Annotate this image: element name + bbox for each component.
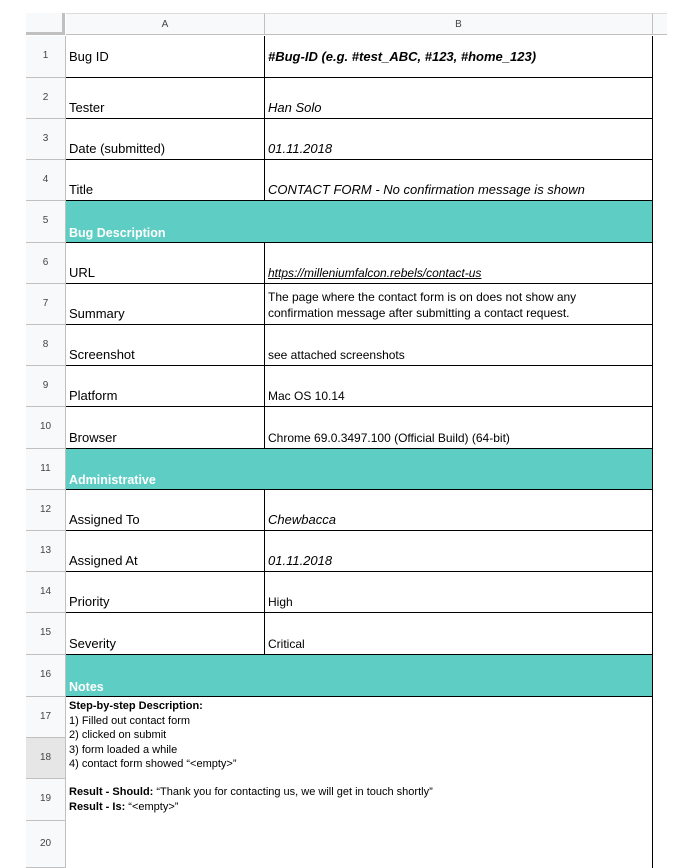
cell-b12[interactable] [265, 490, 653, 531]
section-title: Notes [69, 680, 104, 694]
browser-value: Chrome 69.0.3497.100 (Official Build) (64-bit) [268, 431, 510, 445]
cell-b10[interactable] [265, 407, 653, 449]
select-all-corner[interactable] [26, 13, 65, 35]
cell-b1[interactable] [265, 36, 653, 78]
assigned-to-value: Chewbacca [268, 512, 336, 527]
row-header-18[interactable]: 18 [26, 738, 66, 779]
step-item: 3) form loaded a while [69, 743, 178, 756]
row-header-9[interactable]: 9 [26, 366, 66, 407]
column-header-b[interactable]: B [265, 13, 653, 35]
cell-a1[interactable] [66, 36, 265, 78]
row-header-2[interactable]: 2 [26, 78, 66, 119]
row-header-12[interactable]: 12 [26, 490, 66, 531]
cell-a10[interactable] [66, 407, 265, 449]
row-header-11[interactable]: 11 [26, 449, 66, 490]
row-header-19[interactable]: 19 [26, 779, 66, 821]
cell-a9[interactable] [66, 366, 265, 407]
url-link[interactable]: https://milleniumfalcon.rebels/contact-us [268, 266, 482, 280]
assigned-at-label: Assigned At [69, 553, 138, 568]
screenshot-label: Screenshot [69, 347, 135, 362]
result-is-label: Result - Is: [69, 800, 126, 813]
cell-b6[interactable] [265, 243, 653, 284]
row-header-6[interactable]: 6 [26, 243, 66, 284]
column-header-a[interactable]: A [66, 13, 265, 35]
row-header-1[interactable]: 1 [26, 36, 66, 78]
url-label: URL [69, 265, 96, 280]
cell-a14[interactable] [66, 572, 265, 613]
step-item: 1) Filled out contact form [69, 714, 191, 727]
result-is-value: “<empty>” [125, 800, 179, 813]
row-header-3[interactable]: 3 [26, 119, 66, 160]
cell-b4[interactable] [265, 160, 653, 201]
tester-label: Tester [69, 100, 105, 115]
browser-label: Browser [69, 430, 117, 445]
title-value: CONTACT FORM - No confirmation message is shown [268, 182, 585, 197]
result-should-line [69, 785, 433, 800]
result-is-line [69, 800, 433, 815]
priority-label: Priority [69, 594, 110, 609]
cell-a8[interactable] [66, 325, 265, 366]
platform-label: Platform [69, 388, 118, 403]
bug-id-label: Bug ID [69, 49, 109, 64]
row-header-5[interactable]: 5 [26, 201, 66, 243]
section-administrative[interactable] [66, 449, 653, 490]
section-bug-description[interactable] [66, 201, 653, 243]
row-header-13[interactable]: 13 [26, 531, 66, 572]
cell-a6[interactable] [66, 243, 265, 284]
assigned-to-label: Assigned To [69, 512, 140, 527]
summary-value-line2: confirmation message after submitting a contact request. [268, 306, 570, 320]
result-should-label: Result - Should: [69, 786, 154, 798]
platform-value: Mac OS 10.14 [268, 389, 345, 403]
assigned-at-value: 01.11.2018 [268, 553, 333, 568]
row-header-14[interactable]: 14 [26, 572, 66, 613]
cell-b9[interactable] [265, 366, 653, 407]
cell-a7[interactable] [66, 284, 265, 325]
result-should-value: “Thank you for contacting us, we will get in touch shortly” [153, 786, 433, 798]
section-title: Administrative [69, 473, 156, 487]
row-header-16[interactable]: 16 [26, 655, 66, 697]
cell-b2[interactable] [265, 78, 653, 119]
section-notes[interactable] [66, 655, 653, 697]
row-header-8[interactable]: 8 [26, 325, 66, 366]
row-header-17[interactable]: 17 [26, 697, 66, 738]
cell-a3[interactable] [66, 119, 265, 160]
step-item: 4) contact form showed “<empty>” [69, 758, 237, 770]
steps-heading: Step-by-step Description: [69, 700, 203, 712]
row-header-20[interactable]: 20 [26, 821, 66, 868]
steps-block [69, 699, 237, 772]
cell-b14[interactable] [265, 572, 653, 613]
cell-a15[interactable] [66, 613, 265, 655]
cell-b13[interactable] [265, 531, 653, 572]
bug-id-value: #Bug-ID (e.g. #test_ABC, #123, #home_123) [268, 49, 537, 64]
row-header-15[interactable]: 15 [26, 613, 66, 655]
severity-value: Critical [268, 637, 305, 651]
row-header-10[interactable]: 10 [26, 407, 66, 449]
cell-a4[interactable] [66, 160, 265, 201]
cell-b7[interactable] [265, 284, 653, 325]
screenshot-value: see attached screenshots [268, 348, 405, 362]
row-header-4[interactable]: 4 [26, 160, 66, 201]
step-item: 2) clicked on submit [69, 729, 167, 741]
cell-a13[interactable] [66, 531, 265, 572]
priority-value: High [268, 595, 293, 609]
cell-a2[interactable] [66, 78, 265, 119]
section-title: Bug Description [69, 226, 166, 240]
row-header-7[interactable]: 7 [26, 284, 66, 325]
summary-value-line1: The page where the contact form is on does not show any [268, 290, 577, 304]
column-header-c[interactable] [653, 13, 667, 35]
notes-cell[interactable] [66, 697, 653, 868]
tester-value: Han Solo [268, 100, 322, 115]
cell-b15[interactable] [265, 613, 653, 655]
title-label: Title [69, 182, 94, 197]
severity-label: Severity [69, 636, 116, 651]
summary-label: Summary [69, 306, 125, 321]
cell-b3[interactable] [265, 119, 653, 160]
cell-a12[interactable] [66, 490, 265, 531]
date-label: Date (submitted) [69, 141, 166, 156]
date-value: 01.11.2018 [268, 141, 333, 156]
cell-b8[interactable] [265, 325, 653, 366]
results-block [69, 785, 433, 814]
